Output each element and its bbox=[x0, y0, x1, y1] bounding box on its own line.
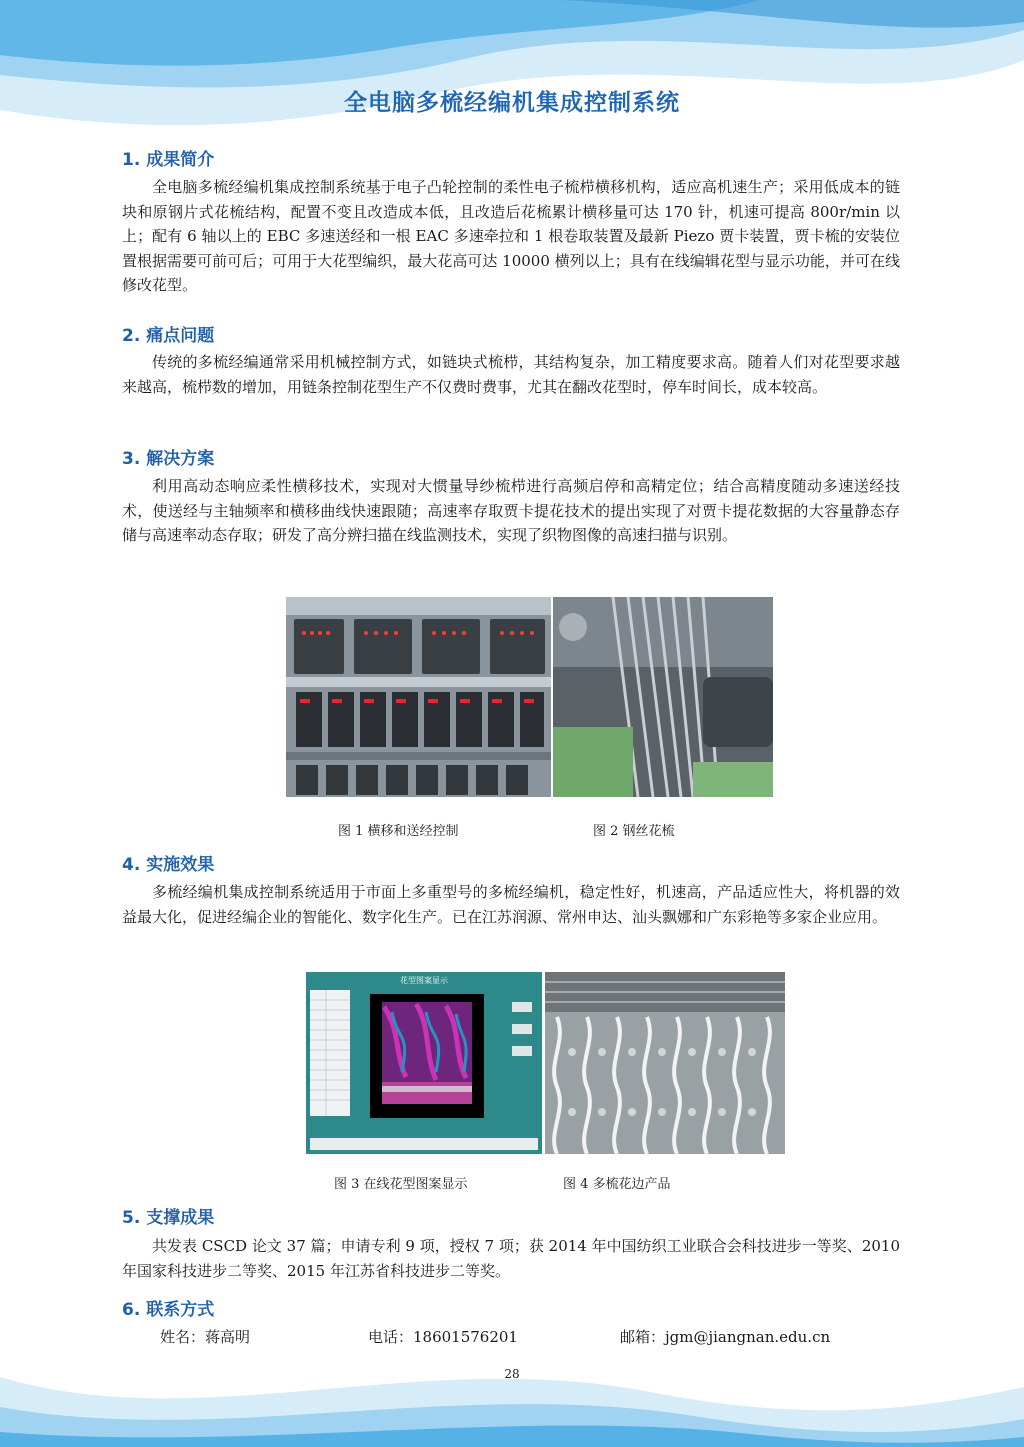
section-heading-2: 2. 痛点问题 bbox=[122, 326, 215, 346]
section-body-1: 全电脑多梳经编机集成控制系统基于电子凸轮控制的柔性电子梳栉横移机构，适应高机速生产；采用低成本的链块和原钢片式花梳结构，配置不变且改造成本低，且改造后花梳累计横移量可达 170 针，机速可提高 800r/min 以上；配有 6 轴以上的 EBC 多速送经和一根 EAC 多速牵拉和 1 根卷取装置及最新 Piezo 贾卡装置，贾卡梳的安装位置根据需要可前可后；可用于大花型编织，最大花高可达 10000 横列以上；具有在线编辑花型与显示功能，并可在线修改花型。 bbox=[122, 178, 900, 294]
section-body-5: 共发表 CSCD 论文 37 篇；申请专利 9 项，授权 7 项；获 2014 年中国纺织工业联合会科技进步一等奖、2010 年国家科技进步二等奖、2015 年江苏省科技进步二等奖。 bbox=[122, 1237, 900, 1280]
figure-3-screen-title: 花型图案显示 bbox=[400, 976, 448, 985]
contact-email[interactable]: 邮箱：jgm@jiangnan.edu.cn bbox=[620, 1328, 831, 1346]
figure-1-caption: 图 1 横移和送经控制 bbox=[338, 824, 459, 839]
section-body-3: 利用高动态响应柔性横移技术，实现对大惯量导纱梳栉进行高频启停和高精定位；结合高精度随动多速送经技术，使送经与主轴频率和横移曲线快速跟随；高速率存取贾卡提花技术的提出实现了对贾卡提花数据的大容量静态存储与高速率动态存取；研发了高分辨扫描在线监测技术，实现了织物图像的高速扫描与识别。 bbox=[122, 477, 900, 544]
section-heading-4: 4. 实施效果 bbox=[122, 855, 215, 875]
figure-4-lace-product-photo bbox=[545, 972, 785, 1154]
figure-3-caption: 图 3 在线花型图案显示 bbox=[334, 1177, 468, 1192]
page-number: 28 bbox=[504, 1367, 520, 1381]
section-heading-6: 6. 联系方式 bbox=[122, 1300, 215, 1320]
section-body-4: 多梳经编机集成控制系统适用于市面上多重型号的多梳经编机，稳定性好，机速高，产品适应性大，将机器的效益最大化，促进经编企业的智能化、数字化生产。已在江苏润源、常州申达、汕头飘娜和广东彩艳等多家企业应用。 bbox=[122, 883, 900, 926]
figure-4-caption: 图 4 多梳花边产品 bbox=[563, 1177, 671, 1192]
contact-phone: 电话：18601576201 bbox=[368, 1328, 518, 1346]
section-body-2: 传统的多梳经编通常采用机械控制方式，如链块式梳栉，其结构复杂，加工精度要求高。随着人们对花型要求越来越高，梳栉数的增加，用链条控制花型生产不仅费时费事，尤其在翻改花型时，停车时间长，成本较高。 bbox=[122, 353, 900, 396]
figure-3-pattern-display-screenshot bbox=[306, 972, 542, 1154]
figure-1-control-cabinet-photo bbox=[286, 597, 551, 797]
section-heading-3: 3. 解决方案 bbox=[122, 449, 215, 469]
page-title: 全电脑多梳经编机集成控制系统 bbox=[344, 90, 680, 116]
contact-name: 姓名：蒋高明 bbox=[160, 1328, 251, 1346]
section-heading-5: 5. 支撑成果 bbox=[122, 1208, 215, 1228]
figure-2-steel-comb-photo bbox=[553, 597, 773, 797]
section-heading-1: 1. 成果简介 bbox=[122, 150, 215, 170]
bottom-wave-decoration bbox=[0, 1337, 1024, 1447]
figure-2-caption: 图 2 钢丝花梳 bbox=[593, 824, 675, 839]
